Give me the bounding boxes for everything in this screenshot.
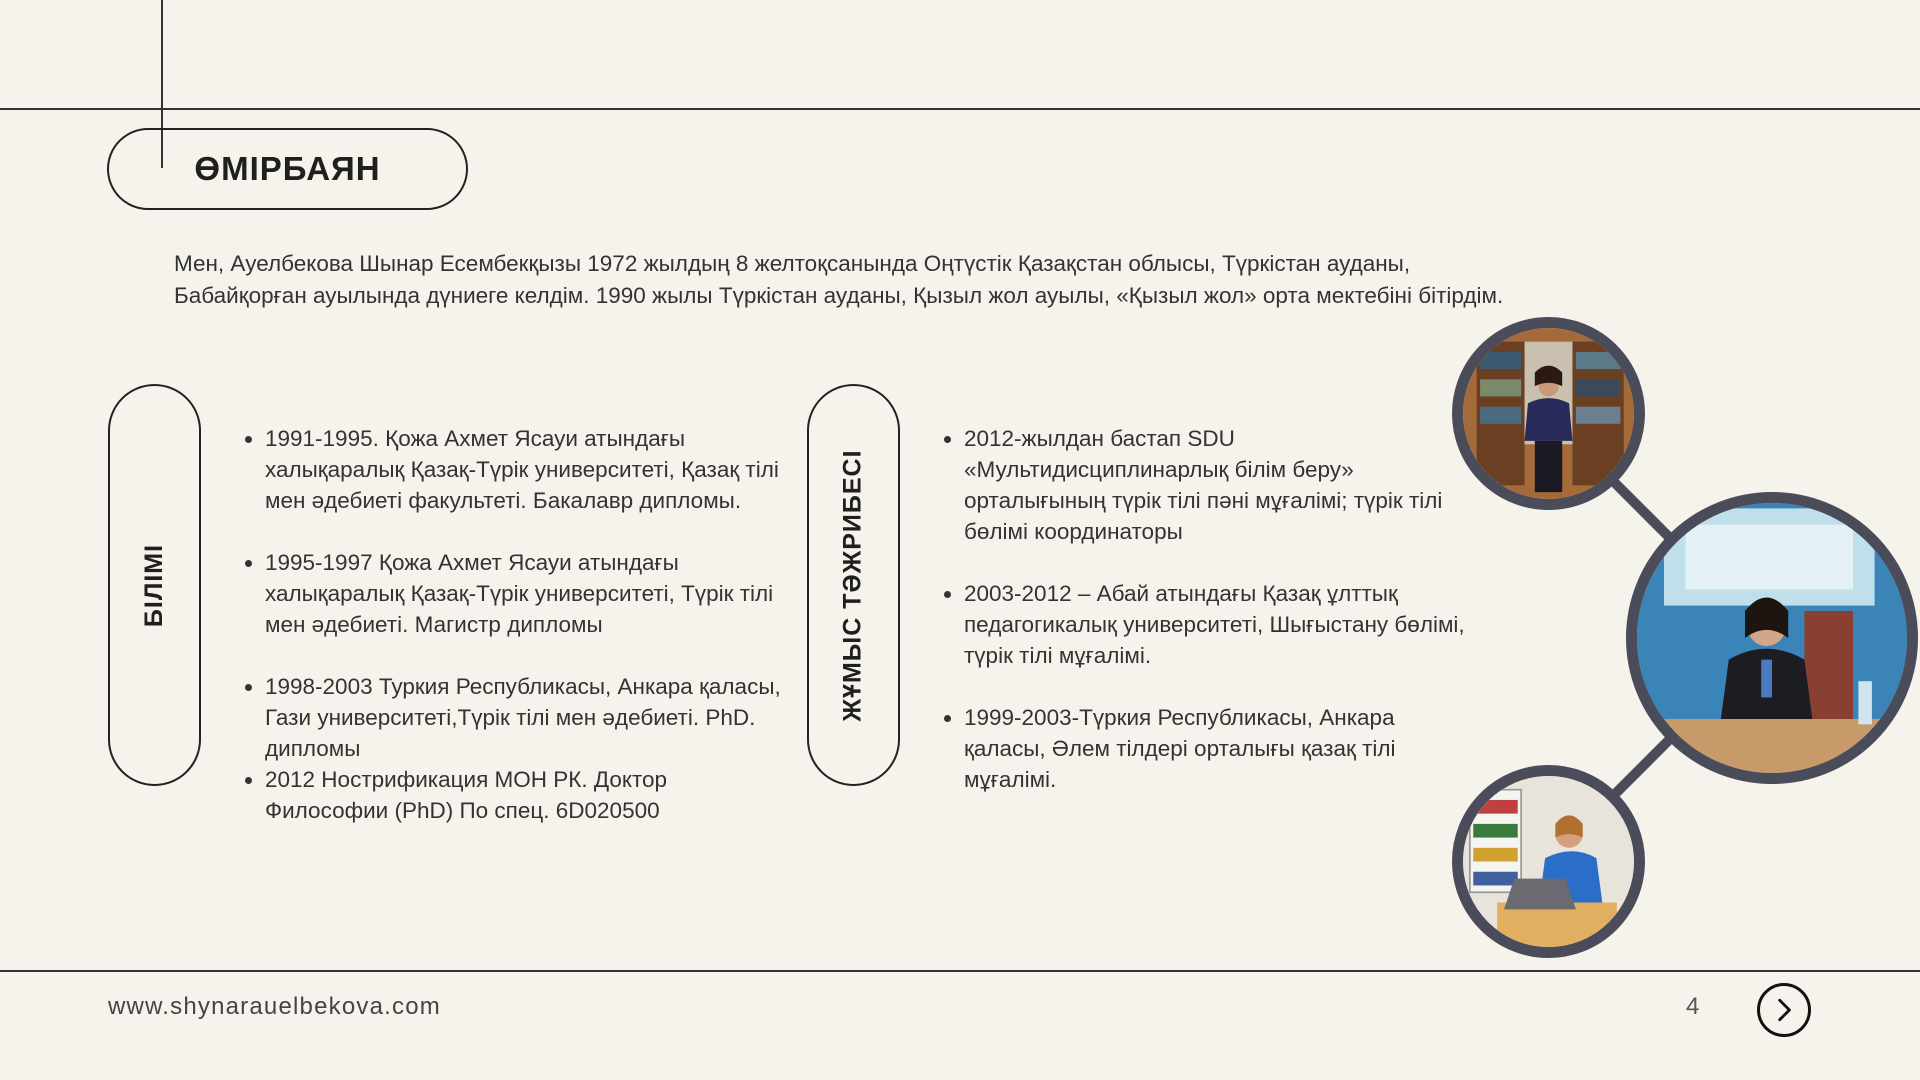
education-label: БІЛІМІ (140, 543, 168, 627)
chevron-right-icon (1771, 997, 1797, 1023)
list-item: 2003-2012 – Абай атындағы Қазақ ұлттық педагогикалық университеті, Шығыстану бөлімі, түрік тілі мұғалімі. (942, 578, 1482, 671)
photo-laptop (1452, 765, 1645, 958)
list-item: 1995-1997 Қожа Ахмет Ясауи атындағы халықаралық Қазақ-Түрік университеті, Түрік тілі мен әдебиеті. Магистр дипломы (243, 547, 783, 640)
footer-website-link[interactable]: www.shynarauelbekova.com (108, 993, 441, 1020)
list-item: 1998-2003 Туркия Республикасы, Анкара қаласы, Гази университеті,Түрік тілі мен әдебиеті. PhD. дипломы (243, 671, 783, 764)
work-label: ЖҰМЫС ТӘЖРИБЕСІ (839, 448, 868, 722)
connector-line (1612, 737, 1672, 797)
list-item: 1991-1995. Қожа Ахмет Ясауи атындағы халықаралық Қазақ-Түрік университеті, Қазақ тілі мен әдебиеті факультеті. Бакалавр дипломы. (243, 423, 783, 516)
intro-line: Бабайқорған ауылында дүниеге келдім. 1990 жылы Түркістан ауданы, Қызыл жол ауылы, «Қызыл жол» орта мектебіні бітірдім. (174, 283, 1504, 308)
connector-line (1612, 480, 1672, 540)
page-number: 4 (1686, 993, 1700, 1020)
list-item: 2012-жылдан бастап SDU «Мультидисциплинарлық білім беру» орталығының түрік тілі пәні мұғалімі; түрік тілі бөлімі координаторы (942, 423, 1482, 547)
list-item: 1999-2003-Түркия Республикасы, Анкара қаласы, Әлем тілдері орталығы қазақ тілі мұғалімі. (942, 702, 1482, 795)
photo-library (1452, 317, 1645, 510)
list-item: 2012 Нострификация МОН РК. Доктор Философии (PhD) По спец. 6D020500 (243, 764, 783, 826)
page-title: ӨМІРБАЯН (107, 128, 468, 210)
photo-presentation (1626, 492, 1918, 784)
next-slide-button[interactable] (1757, 983, 1811, 1037)
intro-line: Мен, Ауелбекова Шынар Есембекқызы 1972 жылдың 8 желтоқсанында Оңтүстік Қазақстан облысы, Түркістан ауданы, (174, 251, 1411, 276)
